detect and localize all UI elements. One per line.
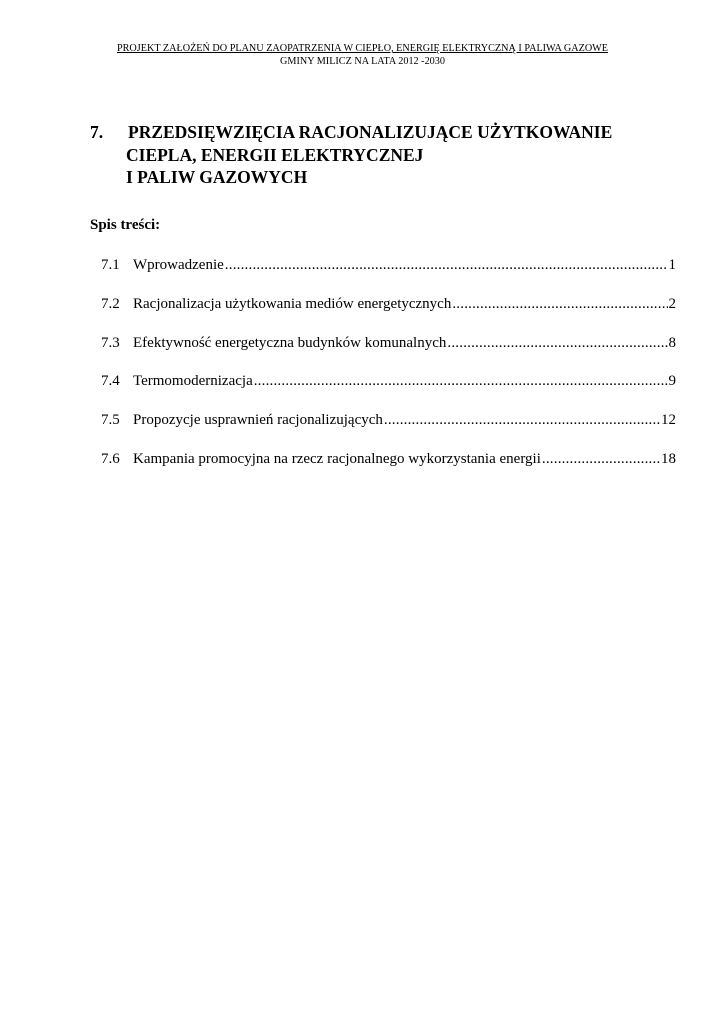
toc-entry[interactable] <box>101 370 676 409</box>
toc-entry-number: 7.4 <box>101 373 120 390</box>
toc-entry-label: Kampania promocyjna na rzecz racjonalnego wykorzystania energii <box>133 450 541 467</box>
toc-entry[interactable] <box>101 448 676 487</box>
toc-entry[interactable] <box>101 332 676 371</box>
toc-entry-page: 9 <box>668 373 676 390</box>
toc-dot-leader <box>225 254 668 276</box>
toc-entry-label: Wprowadzenie <box>133 257 224 273</box>
toc-dot-leader <box>452 293 667 315</box>
toc-entry-label: Propozycje usprawnień racjonalizujących <box>133 412 383 429</box>
header-line-1: PROJEKT ZAŁOŻEŃ DO PLANU ZAOPATRZENIA W CIEPŁO, ENERGIĘ ELEKTRYCZNĄ I PALIWA GAZOWE <box>116 43 609 54</box>
toc-entry-page: 18 <box>661 450 676 467</box>
chapter-title <box>126 121 690 189</box>
toc-dot-leader <box>254 370 668 392</box>
toc-entry-page: 8 <box>668 334 676 351</box>
table-of-contents <box>101 254 676 487</box>
toc-entry-number: 7.3 <box>101 334 120 351</box>
page-header <box>0 42 725 68</box>
toc-entry[interactable] <box>101 254 676 293</box>
toc-entry-page: 12 <box>661 412 676 429</box>
chapter-number: 7. <box>90 122 104 142</box>
toc-entry-number: 7.2 <box>101 295 120 312</box>
toc-entry-page: 1 <box>668 257 676 273</box>
chapter-title-line: I PALIW GAZOWYCH <box>126 167 308 187</box>
toc-entry-number: 7.1 <box>101 257 120 273</box>
toc-entry-label: Efektywność energetyczna budynków komunalnych <box>133 334 447 351</box>
toc-title: Spis treści: <box>90 217 161 233</box>
toc-entry[interactable] <box>101 409 676 448</box>
toc-dot-leader <box>542 448 660 470</box>
chapter-title-line: PRZEDSIĘWZIĘCIA RACJONALIZUJĄCE UŻYTKOWANIE <box>128 122 613 142</box>
toc-dot-leader <box>384 409 660 431</box>
toc-dot-leader <box>447 332 667 354</box>
toc-entry-label: Racjonalizacja użytkowania mediów energetycznych <box>133 295 452 312</box>
toc-entry-label: Termomodernizacja <box>133 373 253 390</box>
header-line-2: GMINY MILICZ NA LATA 2012 -2030 <box>280 56 445 67</box>
toc-entry-page: 2 <box>668 295 676 312</box>
toc-entry[interactable] <box>101 293 676 332</box>
toc-entry-number: 7.5 <box>101 412 120 429</box>
toc-entry-number: 7.6 <box>101 450 120 467</box>
chapter-title-line: CIEPLA, ENERGII ELEKTRYCZNEJ <box>126 144 424 165</box>
